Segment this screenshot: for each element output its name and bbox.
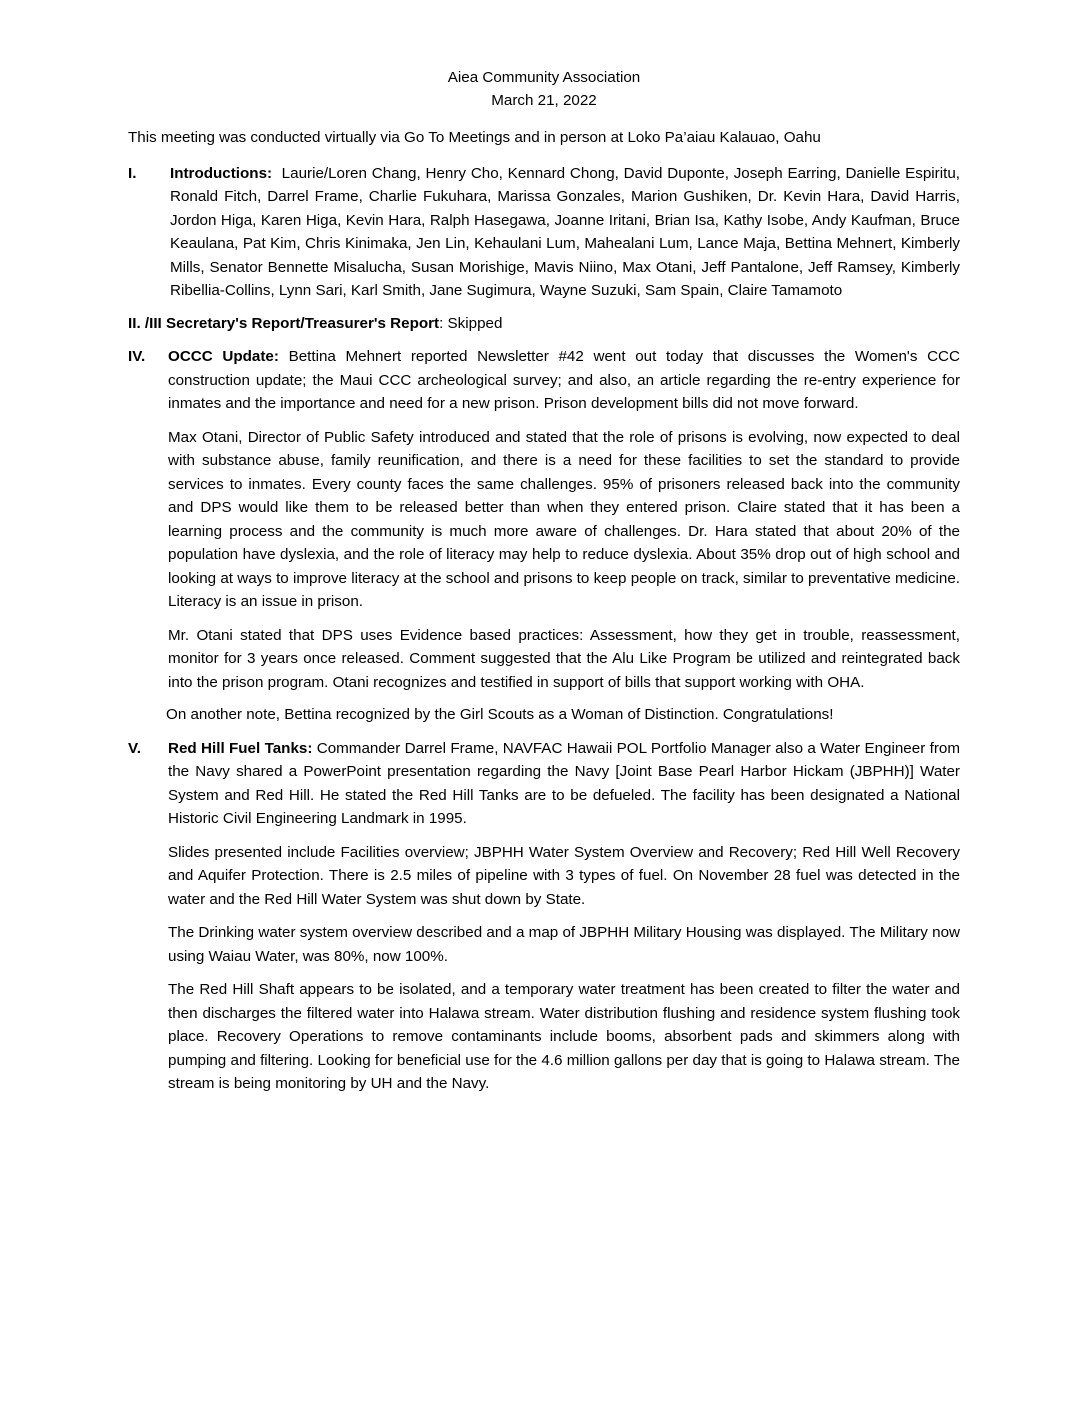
attendee-list: Laurie/Loren Chang, Henry Cho, Kennard Chong, David Duponte, Joseph Earring, Danielle Espiritu, Ronald Fitch, Darrel Frame, Charlie Fukuhara, Marissa Gonzales, Marion Gushiken, Dr. Kevin Hara, David Harris, Jordon Higa, Karen Higa, Kevin Hara, Ralph Hasegawa, Joanne Iritani, Brian Isa, Kathy Isobe, Andy Kaufman, Bruce Keaulana, Pat Kim, Chris Kinimaka, Jen Lin, Kehaulani Lum, Mahealani Lum, Lance Maja, Bettina Mehnert, Kimberly Mills, Senator Bennette Misalucha, Susan Morishige, Mavis Niino, Max Otani, Jeff Pantalone, Jeff Ramsey, Kimberly Ribellia-Collins, Lynn Sari, Karl Smith, Jane Sugimura, Wayne Suzuki, Sam Spain, Claire Tamamoto (170, 164, 960, 299)
section-content (170, 162, 960, 303)
organization-name: Aiea Community Association (447, 69, 641, 86)
paragraph: Mr. Otani stated that DPS uses Evidence based practices: Assessment, how they get in trouble, reassessment, monitor for 3 years once released. Comment suggested that the Alu Like Program be utilized and reintegrated back into the prison program. Otani recognizes and testified in support of bills that support working with OHA. (168, 626, 960, 691)
section-title: Red Hill Fuel Tanks: (168, 739, 313, 757)
paragraph: Commander Darrel Frame, NAVFAC Hawaii POL Portfolio Manager also a Water Engineer from the Navy shared a PowerPoint presentation regarding the Navy [Joint Base Pearl Harbor Hickam (JBPHH)] Water System and Red Hill. He stated the Red Hill Tanks are to be defueled. The facility has been designated a National Historic Civil Engineering Landmark in 1995. (168, 739, 960, 827)
section-content (168, 345, 960, 694)
section-number: IV. (128, 348, 146, 365)
paragraph: The Drinking water system overview described and a map of JBPHH Military Housing was displayed. The Military now using Waiau Water, was 80%, now 100%. (168, 924, 960, 965)
section-reports (128, 312, 960, 336)
congratulations-note: On another note, Bettina recognized by the Girl Scouts as a Woman of Distinction. Congratulations! (166, 706, 834, 723)
section-title: II. /III Secretary's Report/Treasurer's Report (128, 314, 440, 332)
section-number: V. (128, 739, 141, 757)
section-occc-update (128, 345, 960, 694)
paragraph: Bettina Mehnert reported Newsletter #42 went out today that discusses the Women's CCC construction update; the Maui CCC archeological survey; and also, an article regarding the re-entry experience for inmates and the importance and need for a new prison. Prison development bills did not move forward. (168, 348, 960, 412)
paragraph: Slides presented include Facilities overview; JBPHH Water System Overview and Recovery; Red Hill Well Recovery and Aquifer Protection. There is 2.5 miles of pipeline with 3 types of fuel. On November 28 fuel was detected in the water and the Red Hill Water System was shut down by State. (168, 843, 960, 908)
section-introductions (128, 162, 960, 303)
section-number: I. (128, 164, 137, 182)
section-title: Introductions: (170, 164, 273, 182)
meeting-date: March 21, 2022 (491, 92, 597, 109)
section-red-hill (128, 737, 960, 1096)
paragraph: The Red Hill Shaft appears to be isolated, and a temporary water treatment has been created to filter the water and then discharges the filtered water into Halawa stream. Water distribution flushing and residence system flushing took place. Recovery Operations to remove contaminants include booms, absorbent pads and skimmers along with pumping and filtering. Looking for beneficial use for the 4.6 million gallons per day that is going to Halawa stream. The stream is being monitoring by UH and the Navy. (168, 981, 960, 1092)
document-header (128, 66, 960, 112)
section-title: OCCC Update: (168, 348, 279, 365)
meeting-intro: This meeting was conducted virtually via Go To Meetings and in person at Loko Pa’aiau Kalauao, Oahu (128, 129, 821, 146)
paragraph: Max Otani, Director of Public Safety introduced and stated that the role of prisons is evolving, now expected to deal with substance abuse, family reunification, and there is a need for these facilities to set the standard to provide services to inmates. Every county faces the same challenges. 95% of prisoners released back into the community and DPS would like them to be released better than when they entered prison. Claire stated that it has been a learning process and the community is much more aware of challenges. Dr. Hara stated that about 20% of the population have dyslexia, and the role of literacy may help to reduce dyslexia. About 35% drop out of high school and looking at ways to improve literacy at the school and prisons to keep people on track, similar to preventative medicine. Literacy is an issue in prison. (168, 428, 960, 610)
section-content (168, 737, 960, 1096)
section-text: : Skipped (439, 314, 503, 332)
